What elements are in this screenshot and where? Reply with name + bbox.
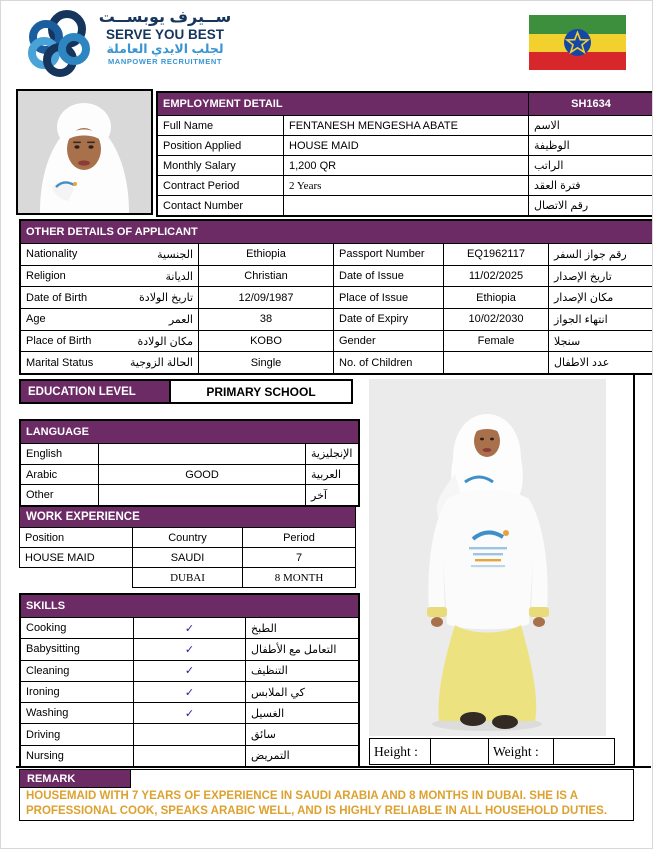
- skill-label-arabic: الغسيل: [245, 702, 358, 723]
- field-label: Place of Birth مكان الولادة: [21, 330, 198, 352]
- checkmark-icon: ✓: [133, 638, 245, 659]
- language-table: [19, 419, 360, 507]
- field-label: Arabic: [21, 464, 98, 485]
- field-label-arabic: الوظيفة: [528, 135, 653, 155]
- checkmark-icon: ✓: [133, 617, 245, 638]
- field-label-arabic: آخر: [305, 484, 358, 505]
- headshot-illustration: [18, 91, 151, 213]
- column-header: Country: [132, 527, 243, 548]
- field-value: 2 Years: [283, 175, 528, 195]
- reference-number: SH1634: [528, 93, 653, 115]
- work-experience-table: [19, 506, 356, 588]
- field-value: Ethiopia: [443, 286, 548, 308]
- ethiopia-flag-icon: [529, 15, 626, 70]
- section-title: REMARK: [20, 770, 131, 788]
- field-label-arabic: الراتب: [528, 155, 653, 175]
- field-value: KOBO: [198, 330, 333, 352]
- field-label-arabic: مكان الإصدار: [548, 286, 653, 308]
- skill-label-arabic: الطبخ: [245, 617, 358, 638]
- experience-country: DUBAI: [132, 567, 243, 588]
- column-header: Position: [19, 527, 133, 548]
- field-label-arabic: الإنجليزية: [305, 443, 358, 464]
- field-value: Ethiopia: [198, 243, 333, 265]
- field-label: Contact Number: [158, 195, 283, 215]
- field-value: [443, 351, 548, 373]
- field-label: Date of Issue: [333, 265, 443, 287]
- field-value: [98, 484, 305, 505]
- weight-value: [553, 738, 615, 765]
- applicant-fullbody-photo: [369, 379, 606, 736]
- skills-table: [19, 593, 360, 768]
- experience-position: HOUSE MAID: [19, 547, 133, 568]
- field-label: Date of Expiry: [333, 308, 443, 330]
- section-title: SKILLS: [21, 595, 358, 617]
- section-title: LANGUAGE: [21, 421, 358, 443]
- field-label-arabic: سنجلا: [548, 330, 653, 352]
- skill-label-arabic: التعامل مع الأطفال: [245, 638, 358, 659]
- field-value: [98, 443, 305, 464]
- section-title: OTHER DETAILS OF APPLICANT: [21, 221, 653, 243]
- right-column-divider: [633, 373, 635, 767]
- field-label: Passport Number: [333, 243, 443, 265]
- checkmark-icon: ✓: [133, 660, 245, 681]
- experience-position: [19, 567, 133, 588]
- section-title: EMPLOYMENT DETAIL: [158, 93, 528, 115]
- remark-section: [19, 769, 634, 821]
- field-label-arabic: انتهاء الجواز: [548, 308, 653, 330]
- field-label-arabic: فترة العقد: [528, 175, 653, 195]
- logo-arabic-title: ســيرف يوبســت: [98, 9, 232, 26]
- skill-label: Cooking: [21, 617, 133, 638]
- height-value: [430, 738, 490, 765]
- applicant-headshot-photo: [16, 89, 153, 215]
- field-label: Full Name: [158, 115, 283, 135]
- field-value: FENTANESH MENGESHA ABATE: [283, 115, 528, 135]
- field-value: 10/02/2030: [443, 308, 548, 330]
- field-label: No. of Children: [333, 351, 443, 373]
- field-label: Nationality الجنسية: [21, 243, 198, 265]
- section-title: WORK EXPERIENCE: [19, 506, 356, 528]
- fullbody-illustration: [369, 379, 606, 736]
- field-value: GOOD: [98, 464, 305, 485]
- field-label: Gender: [333, 330, 443, 352]
- field-value: 12/09/1987: [198, 286, 333, 308]
- logo-english-subtitle: MANPOWER RECRUITMENT: [107, 57, 223, 67]
- experience-period: 7: [242, 547, 356, 568]
- field-value: EQ1962117: [443, 243, 548, 265]
- skill-label-arabic: كي الملابس: [245, 681, 358, 702]
- skill-label: Washing: [21, 702, 133, 723]
- field-label: Date of Birth تاريخ الولادة: [21, 286, 198, 308]
- experience-country: SAUDI: [132, 547, 243, 568]
- field-label: English: [21, 443, 98, 464]
- logo-knot-icon: [27, 9, 93, 77]
- section-title: EDUCATION LEVEL: [21, 381, 169, 402]
- column-header: Period: [242, 527, 356, 548]
- field-label: Monthly Salary: [158, 155, 283, 175]
- field-value: HOUSE MAID: [283, 135, 528, 155]
- checkmark-icon: [133, 745, 245, 766]
- experience-period: 8 MONTH: [242, 567, 356, 588]
- field-label: Marital Status الحالة الزوجية: [21, 351, 198, 373]
- field-value: 11/02/2025: [443, 265, 548, 287]
- field-value: [283, 195, 528, 215]
- field-label: Age العمر: [21, 308, 198, 330]
- field-label-arabic: العربية: [305, 464, 358, 485]
- other-details-table: [19, 219, 653, 375]
- skill-label: Driving: [21, 723, 133, 744]
- field-label: Position Applied: [158, 135, 283, 155]
- field-label-arabic: رقم الاتصال: [528, 195, 653, 215]
- employment-detail-table: [156, 91, 653, 217]
- field-label-arabic: رقم جواز السفر: [548, 243, 653, 265]
- measurements-table: [369, 738, 615, 765]
- field-label-arabic: الاسم: [528, 115, 653, 135]
- logo-english-title: SERVE YOU BEST: [105, 26, 225, 42]
- checkmark-icon: [133, 723, 245, 744]
- field-value: 1,200 QR: [283, 155, 528, 175]
- checkmark-icon: ✓: [133, 681, 245, 702]
- remark-text: HOUSEMAID WITH 7 YEARS OF EXPERIENCE IN SAUDI ARABIA AND 8 MONTHS IN DUBAI. SHE IS A PROFESSIONAL COOK, SPEAKS ARABIC WELL, AND IS HIGHLY RELIABLE IN ALL HOUSEHOLD DUTIES.: [26, 790, 608, 817]
- field-value: Female: [443, 330, 548, 352]
- field-label: Religion الديانة: [21, 265, 198, 287]
- skill-label: Nursing: [21, 745, 133, 766]
- skill-label: Cleaning: [21, 660, 133, 681]
- skill-label: Babysitting: [21, 638, 133, 659]
- field-label-arabic: عدد الاطفال: [548, 351, 653, 373]
- field-value: Single: [198, 351, 333, 373]
- field-label-arabic: تاريخ الإصدار: [548, 265, 653, 287]
- education-value: PRIMARY SCHOOL: [169, 381, 351, 402]
- skill-label-arabic: سائق: [245, 723, 358, 744]
- field-label: Contract Period: [158, 175, 283, 195]
- field-value: 38: [198, 308, 333, 330]
- weight-label: Weight :: [488, 738, 554, 765]
- education-level-bar: [19, 379, 353, 404]
- field-label: Other: [21, 484, 98, 505]
- checkmark-icon: ✓: [133, 702, 245, 723]
- field-label: Place of Issue: [333, 286, 443, 308]
- skill-label: Ironing: [21, 681, 133, 702]
- logo-arabic-subtitle: لجلب الايدي العاملة: [106, 41, 224, 56]
- height-label: Height :: [369, 738, 431, 765]
- agency-logo: [97, 10, 233, 66]
- section-divider: [16, 766, 651, 768]
- field-value: Christian: [198, 265, 333, 287]
- skill-label-arabic: التمريض: [245, 745, 358, 766]
- skill-label-arabic: التنظيف: [245, 660, 358, 681]
